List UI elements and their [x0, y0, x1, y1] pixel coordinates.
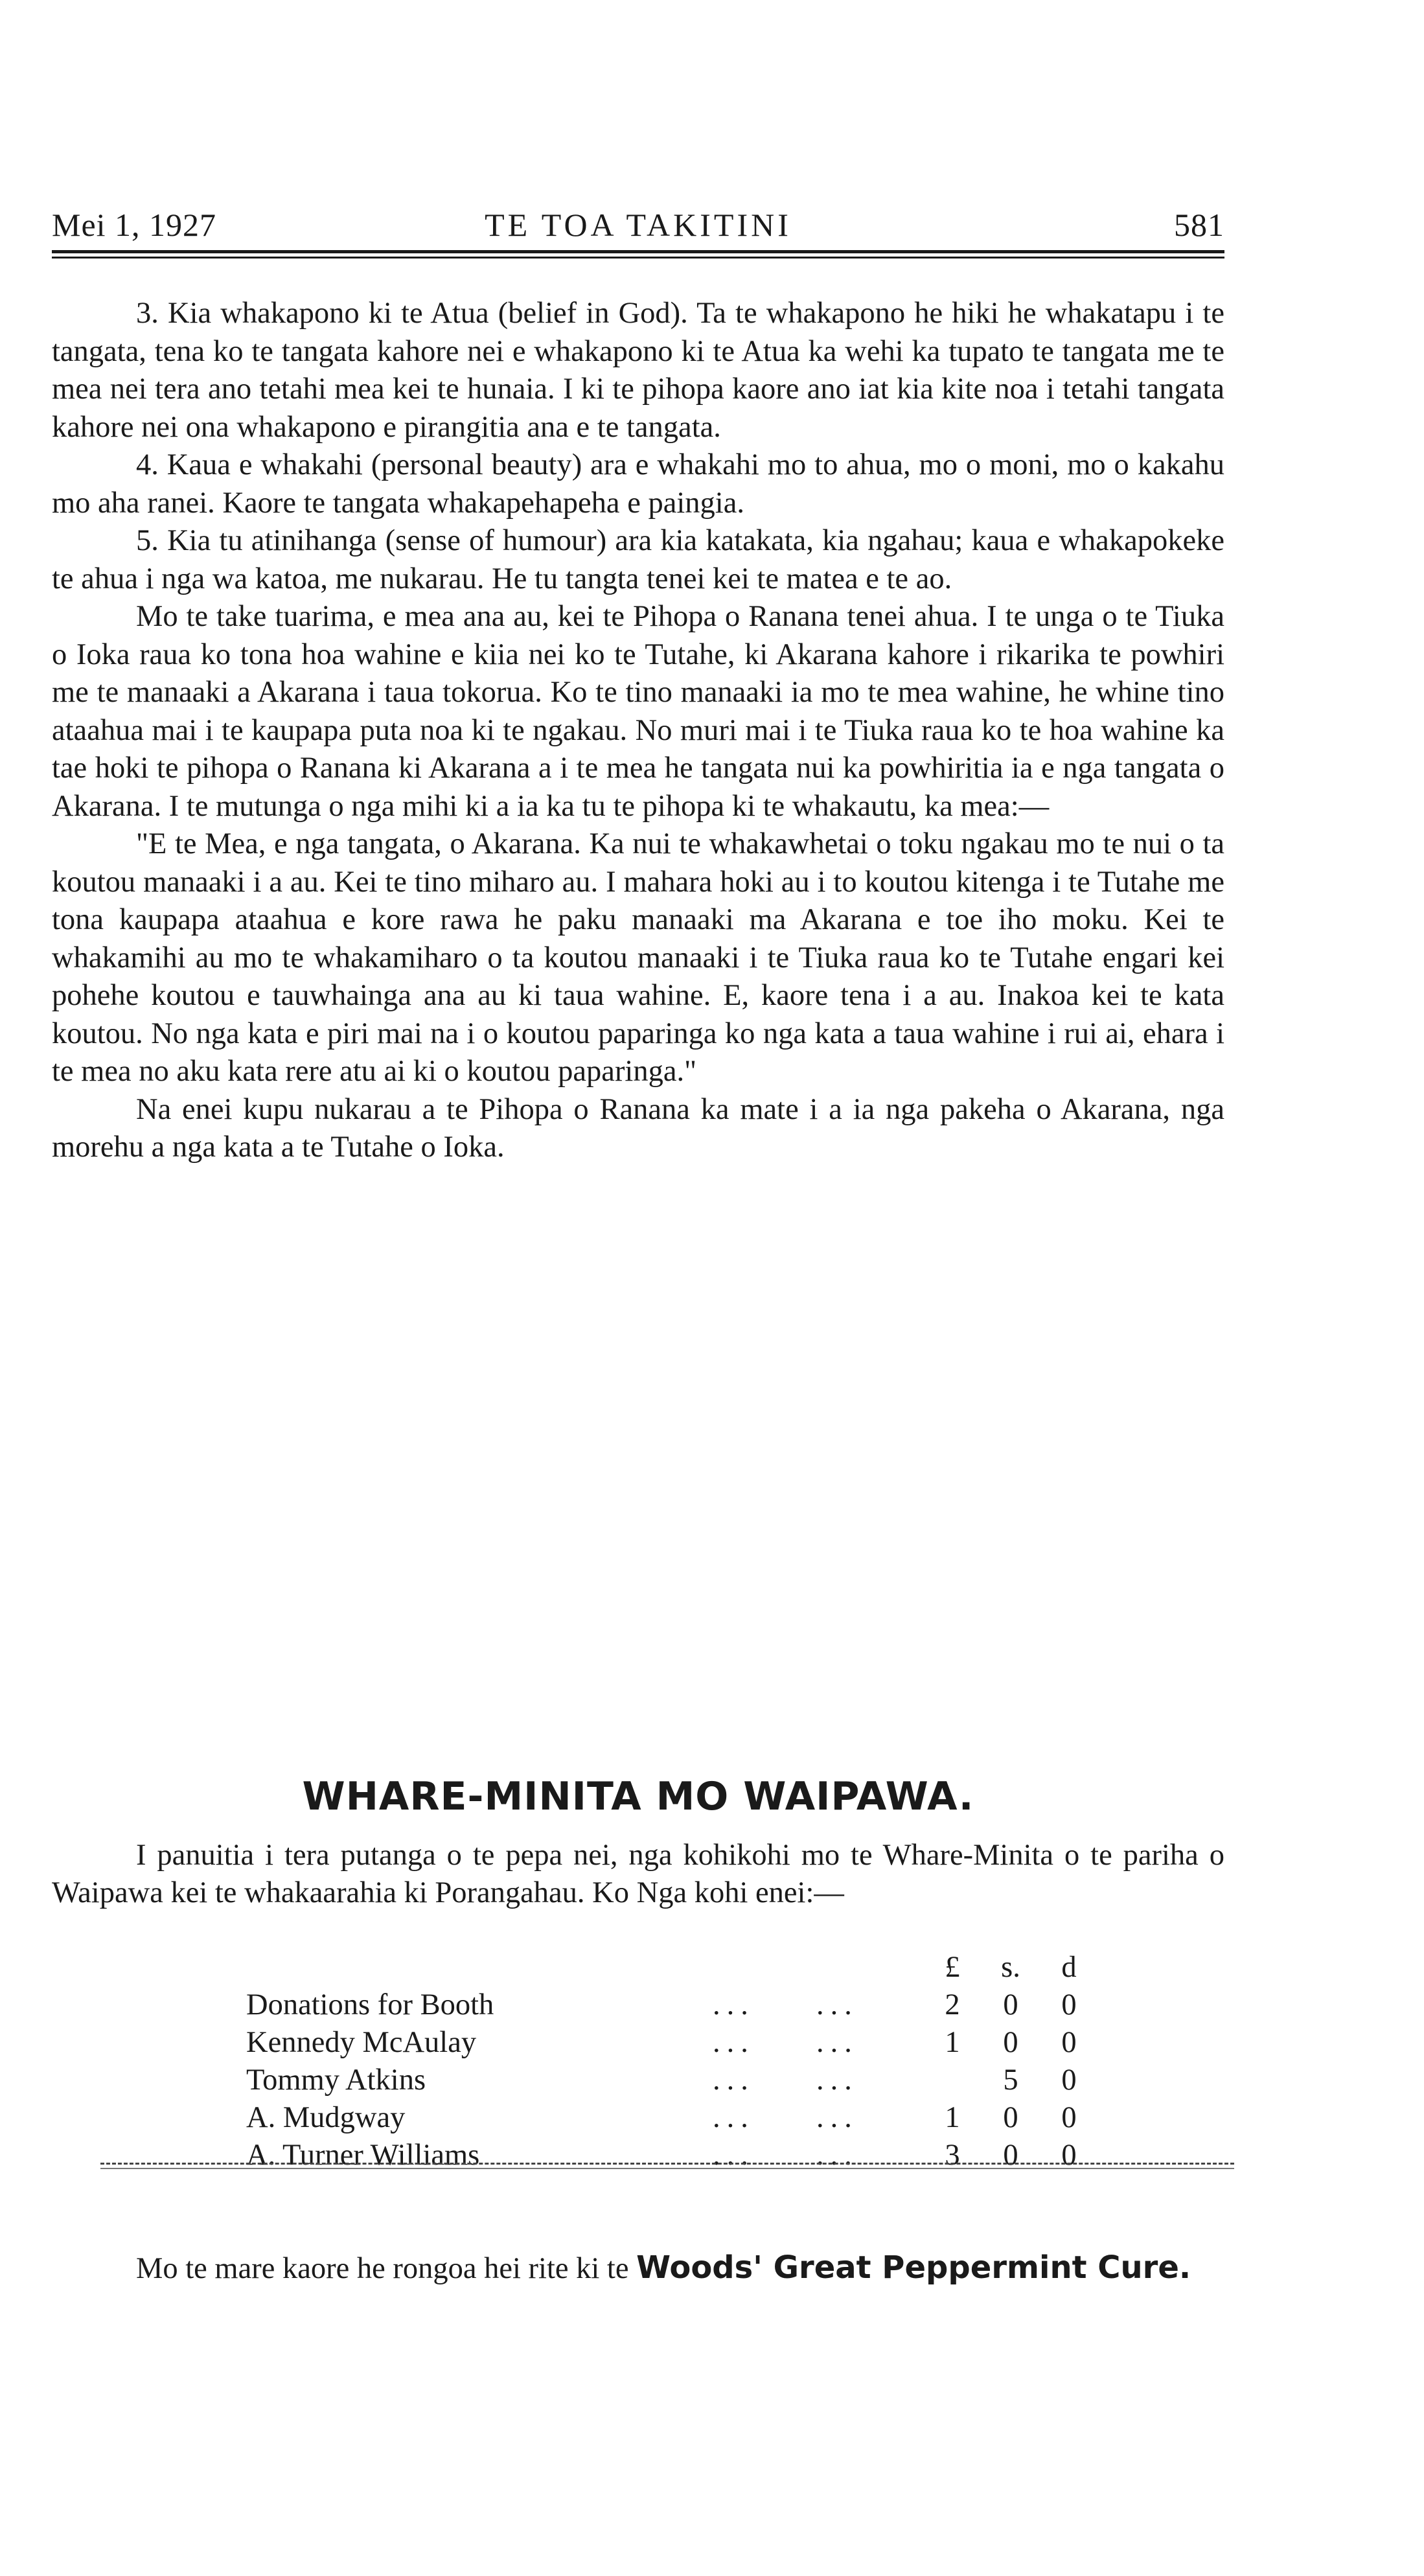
article-paragraph: 3. Kia whakapono ki te Atua (belief in God). Ta te whakapono he hiki he whakatapu i te tangata, tena ko te tangata kahore nei e whakapono ki te Atua ka wehi ka tupato te tangata me te mea nei tera ano tetahi mea kei te hunaia. I ki te pihopa kaore ano iat kia kite noa i tetahi tangata kahore nei ona whakapono e pirangitia ana e te tangata.	[52, 297, 1224, 444]
donor-name: Tommy Atkins	[246, 2064, 426, 2097]
header-rule-thick	[52, 250, 1224, 253]
leader-dots: ...	[713, 2101, 755, 2134]
amount-pence: 0	[1061, 2139, 1077, 2172]
section-divider	[100, 2163, 1234, 2165]
leader-dots: ...	[713, 1988, 755, 2021]
article-paragraph: 5. Kia tu atinihanga (sense of humour) ara kia katakata, kia ngahau; kaua e whakapokeke te ahua i nga wa katoa, me nukarau. He tu tangta tenei kei te matea e te ao.	[52, 524, 1224, 595]
donor-name: A. Mudgway	[246, 2101, 406, 2134]
advertisement	[52, 2248, 1224, 2288]
article-paragraph: "E te Mea, e nga tangata, o Akarana. Ka nui te whakawhetai o toku ngakau mo te nui o ta koutou manaaki i a au. Kei te tino miharo au. I mahara hoki au i to koutou kitenga i te Tutahe me tona kaupapa ataahua e kore rawa he paku manaaki ma Akarana e toe iho moku. Kei te whakamihi au mo te whakamiharo o ta koutou manaaki i te Tiuka raua ko te Tutahe engari kei pohehe koutou e tauwhainga ana au ki taua wahine. E, kaore tena i a au. Inakoa kei te kata koutou. No nga kata e piri mai na i o koutou paparinga ko nga kata a taua wahine i rui ai, ehara i te mea no aku kata rere atu ai ki o koutou paparinga."	[52, 827, 1224, 1088]
article-paragraph: 4. Kaua e whakahi (personal beauty) ara e whakahi mo to ahua, mo o moni, mo o kakahu mo aha ranei. Kaore te tangata whakapehapeha e paingia.	[52, 448, 1224, 520]
section-heading: WHARE-MINITA MO WAIPAWA.	[302, 1774, 974, 1819]
amount-shillings: 0	[1003, 2139, 1018, 2172]
leader-dots: ...	[713, 2026, 755, 2059]
advertisement-product: Woods' Great Peppermint Cure.	[636, 2249, 1191, 2286]
column-header-pounds: £	[945, 1951, 960, 1984]
amount-shillings: 0	[1003, 1988, 1018, 2021]
column-header-shillings: s.	[1001, 1951, 1020, 1984]
table-row	[246, 2099, 1153, 2137]
amount-pence: 0	[1061, 2101, 1077, 2134]
amount-pounds: 3	[945, 2139, 960, 2172]
article-body	[52, 295, 1224, 1167]
table-row	[246, 1986, 1153, 2024]
table-row	[246, 2062, 1153, 2099]
leader-dots: ...	[816, 2064, 858, 2097]
article-paragraph: Na enei kupu nukarau a te Pihopa o Ranana ka mate i a ia nga pakeha o Akarana, nga morehu a nga kata a te Tutahe o Ioka.	[52, 1092, 1224, 1164]
table-row	[246, 2024, 1153, 2062]
amount-shillings: 0	[1003, 2026, 1018, 2059]
column-header-pence: d	[1061, 1951, 1077, 1984]
donations-table	[246, 1949, 1153, 2174]
amount-pence: 0	[1061, 1988, 1077, 2021]
leader-dots: ...	[816, 2101, 858, 2134]
donor-name: Donations for Booth	[246, 1988, 494, 2021]
header-rule	[52, 250, 1224, 260]
amount-pounds: 1	[945, 2101, 960, 2134]
header-title: TE TOA TAKITINI	[485, 207, 792, 243]
section-divider-underline	[100, 2168, 1234, 2169]
advertisement-lead: Mo te mare kaore he rongoa hei rite ki te	[136, 2252, 629, 2285]
donor-name: Kennedy McAulay	[246, 2026, 477, 2059]
advertisement-text	[52, 2248, 1224, 2288]
amount-pounds: 1	[945, 2026, 960, 2059]
header-rule-thin	[52, 257, 1224, 259]
article-paragraph: Mo te take tuarima, e mea ana au, kei te Pihopa o Ranana tenei ahua. I te unga o te Tiuka o Ioka raua ko tona hoa wahine e kiia nei ko te Tutahe, ki Akarana kahore i rikarika te powhiri me te manaaki a Akarana i taua tokorua. Ko te tino manaaki ia mo te mea wahine, he whine tino ataahua mai i te kaupapa puta noa ki te ngakau. No muri mai i te Tiuka raua ko te hoa wahine ka tae hoki te pihopa o Ranana ki Akarana a i te mea he tangata nui ka powhiritia ia e nga tangata o Akarana. I te mutunga o nga mihi ki a ia ka tu te pihopa ki te whakautu, ka mea:—	[52, 600, 1224, 823]
table-header-row	[246, 1949, 1153, 1986]
leader-dots: ...	[713, 2064, 755, 2097]
amount-pounds: 2	[945, 1988, 960, 2021]
leader-dots: ...	[713, 2139, 755, 2172]
leader-dots: ...	[816, 2026, 858, 2059]
section-intro-text: I panuitia i tera putanga o te pepa nei, nga kohikohi mo te Whare-Minita o te pariha o Waipawa kei te whakaarahia ki Porangahau. Ko Nga kohi enei:—	[52, 1839, 1224, 1909]
page-header	[52, 206, 1224, 245]
leader-dots: ...	[816, 1988, 858, 2021]
amount-shillings: 0	[1003, 2101, 1018, 2134]
header-date: Mei 1, 1927	[52, 207, 217, 243]
amount-pence: 0	[1061, 2064, 1077, 2097]
amount-pence: 0	[1061, 2026, 1077, 2059]
section-intro	[52, 1837, 1224, 1912]
header-page-number: 581	[1174, 207, 1224, 243]
leader-dots: ...	[816, 2139, 858, 2172]
donor-name: A. Turner Williams	[246, 2139, 480, 2172]
amount-shillings: 5	[1003, 2064, 1018, 2097]
